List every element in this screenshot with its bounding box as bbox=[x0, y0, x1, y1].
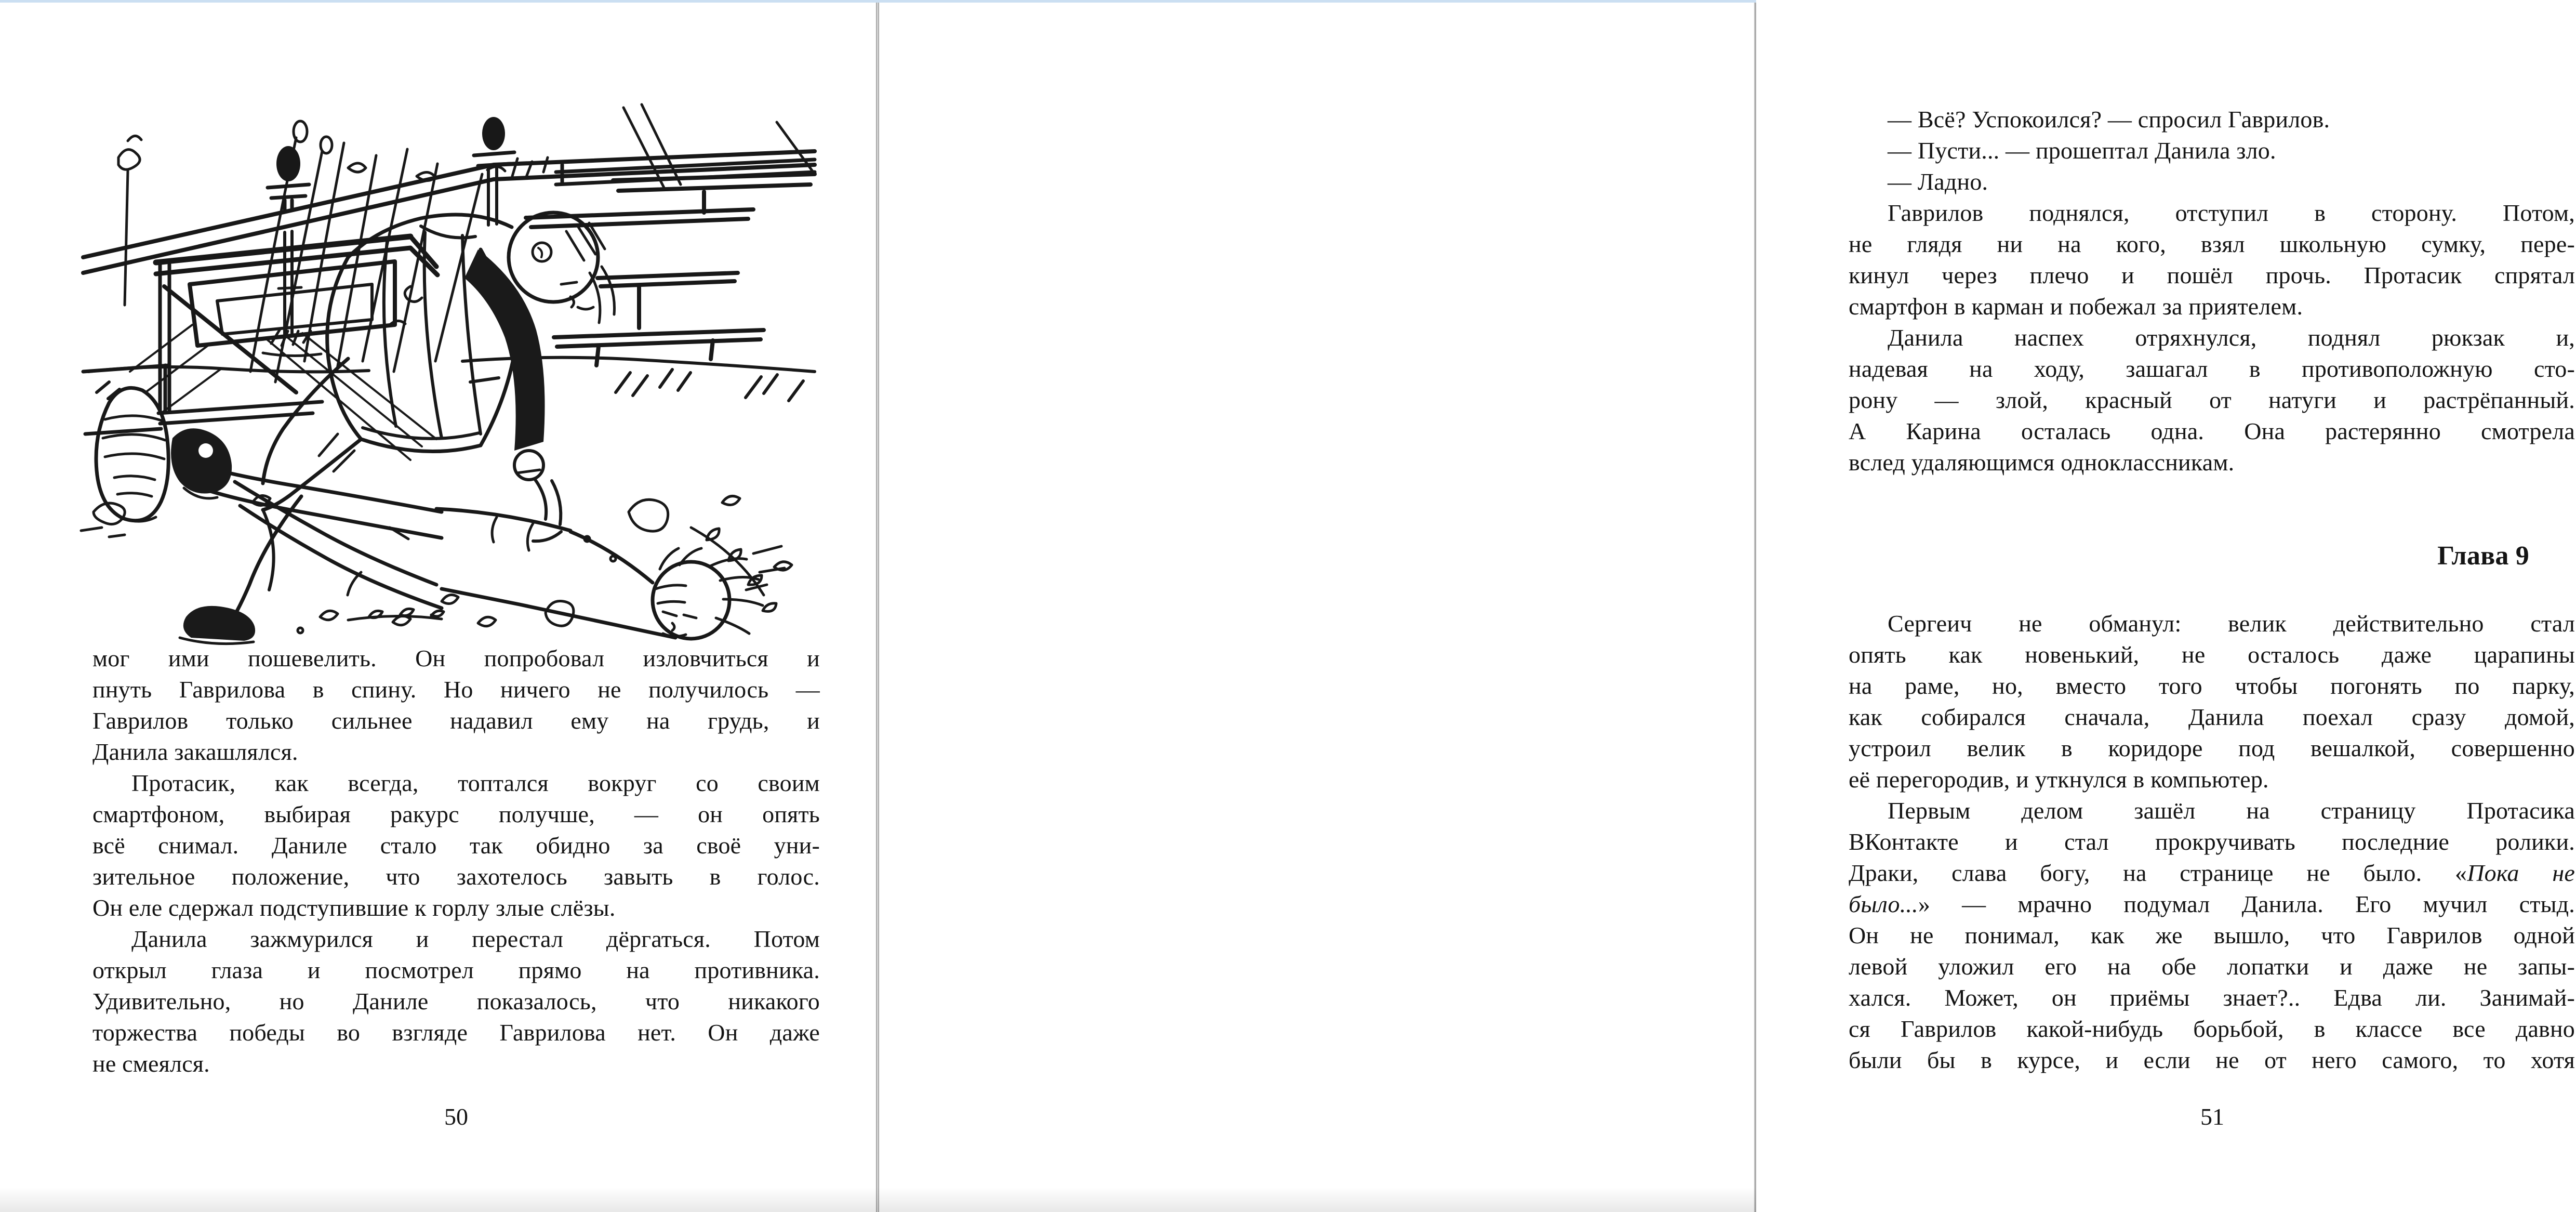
text-line: Он еле сдержал подступившие к горлу злые слёзы. bbox=[92, 894, 616, 921]
text-line: не глядя ни на кого, взял школьную сумку, пере- bbox=[1849, 231, 2575, 257]
paragraph bbox=[1849, 322, 2575, 478]
text-line: Драки, слава богу, на странице не было. «Пока не bbox=[1849, 860, 2575, 886]
text-line: — Всё? Успокоился? — спросил Гаврилов. bbox=[1888, 106, 2330, 133]
text-line: Данила закашлялся. bbox=[92, 739, 298, 765]
paragraph bbox=[1849, 608, 2575, 795]
text-line: мог ими пошевелить. Он попробовал изловчиться и bbox=[92, 645, 820, 671]
text-line: левой уложил его на обе лопатки и даже не запы- bbox=[1849, 953, 2575, 980]
paragraph bbox=[92, 924, 820, 1079]
page-number-51: 51 bbox=[2200, 1103, 2224, 1130]
text-line: смартфон в карман и побежал за приятелем. bbox=[1849, 293, 2303, 320]
paragraph bbox=[1849, 135, 2575, 166]
paragraph bbox=[1849, 795, 2575, 1076]
text-line: торжества победы во взгляде Гаврилова нет. Он даже bbox=[92, 1019, 820, 1046]
text-line: Сергеич не обманул: велик действительно стал bbox=[1888, 610, 2575, 637]
text-line: Первым делом зашёл на страницу Протасика bbox=[1888, 797, 2575, 824]
paragraph bbox=[1849, 197, 2575, 322]
text-line: Удивительно, но Даниле показалось, что никакого bbox=[92, 988, 820, 1015]
text-line: Гаврилов поднялся, отступил в сторону. Потом, bbox=[1888, 200, 2575, 226]
page-number-50: 50 bbox=[444, 1103, 468, 1130]
text-line: всё снимал. Даниле стало так обидно за своё уни- bbox=[92, 832, 820, 859]
text-line: ся Гаврилов какой-нибудь борьбой, в классе все давно bbox=[1849, 1016, 2575, 1042]
text-line: открыл глаза и посмотрел прямо на противника. bbox=[92, 957, 820, 983]
text-line: А Карина осталась одна. Она растерянно смотрела bbox=[1849, 418, 2575, 444]
paragraph bbox=[92, 643, 820, 768]
text-line: Протасик, как всегда, топтался вокруг со своим bbox=[131, 770, 820, 796]
text-line: пнуть Гаврилова в спину. Но ничего не получилось — bbox=[92, 676, 820, 703]
text-line: — Пусти... — прошептал Данила зло. bbox=[1888, 137, 2276, 164]
text-line: опять как новенький, не осталось даже царапины bbox=[1849, 641, 2575, 668]
text-line: не смеялся. bbox=[92, 1050, 210, 1077]
page-gutter-divider bbox=[876, 3, 879, 1212]
text-line: смартфоном, выбирая ракурс получше, — он опять bbox=[92, 801, 820, 827]
text-line: ВКонтакте и стал прокручивать последние ролики. bbox=[1849, 828, 2575, 855]
text-line: её перегородив, и уткнулся в компьютер. bbox=[1849, 766, 2269, 793]
text-line: Гаврилов только сильнее надавил ему на грудь, и bbox=[92, 707, 820, 734]
book-page-50 bbox=[0, 0, 876, 1212]
text-line: Данила наспех отряхнулся, поднял рюкзак и, bbox=[1888, 324, 2575, 351]
paragraph bbox=[1849, 166, 2575, 197]
text-line: как собирался сначала, Данила поехал сразу домой, bbox=[1849, 704, 2575, 730]
paragraph bbox=[92, 768, 820, 924]
page-51-text bbox=[1849, 104, 2575, 1076]
text-line: было...» — мрачно подумал Данила. Его мучил стыд. bbox=[1849, 891, 2575, 917]
page-50-text bbox=[92, 643, 820, 1079]
text-line: хался. Может, он приёмы знает?.. Едва ли. Занимай- bbox=[1849, 984, 2575, 1011]
text-line: Данила зажмурился и перестал дёргаться. Потом bbox=[131, 926, 820, 952]
fight-illustration bbox=[78, 101, 816, 644]
text-line: — Ладно. bbox=[1888, 168, 1988, 195]
text-line: рону — злой, красный от натуги и растрёпанный. bbox=[1849, 387, 2575, 413]
text-line: на раме, но, вместо того чтобы погонять по парку, bbox=[1849, 673, 2575, 699]
text-line: были бы в курсе, и если не от него самого, то хотя bbox=[1849, 1047, 2575, 1073]
text-line: устроил велик в коридоре под вешалкой, совершенно bbox=[1849, 735, 2575, 761]
text-line: Он не понимал, как же вышло, что Гаврилов одной bbox=[1849, 922, 2575, 948]
text-line: кинул через плечо и пошёл прочь. Протасик спрятал bbox=[1849, 262, 2575, 288]
text-line: зительное положение, что захотелось завыть в голос. bbox=[92, 863, 820, 890]
text-line: надевая на ходу, зашагал в противоположную сто- bbox=[1849, 355, 2575, 382]
paragraph bbox=[1849, 104, 2575, 135]
chapter-heading: Глава 9 bbox=[2437, 541, 2529, 571]
text-line: вслед удаляющимся одноклассникам. bbox=[1849, 449, 2235, 476]
scan-right-edge bbox=[1754, 3, 1756, 1212]
book-page-51 bbox=[879, 0, 2575, 1212]
